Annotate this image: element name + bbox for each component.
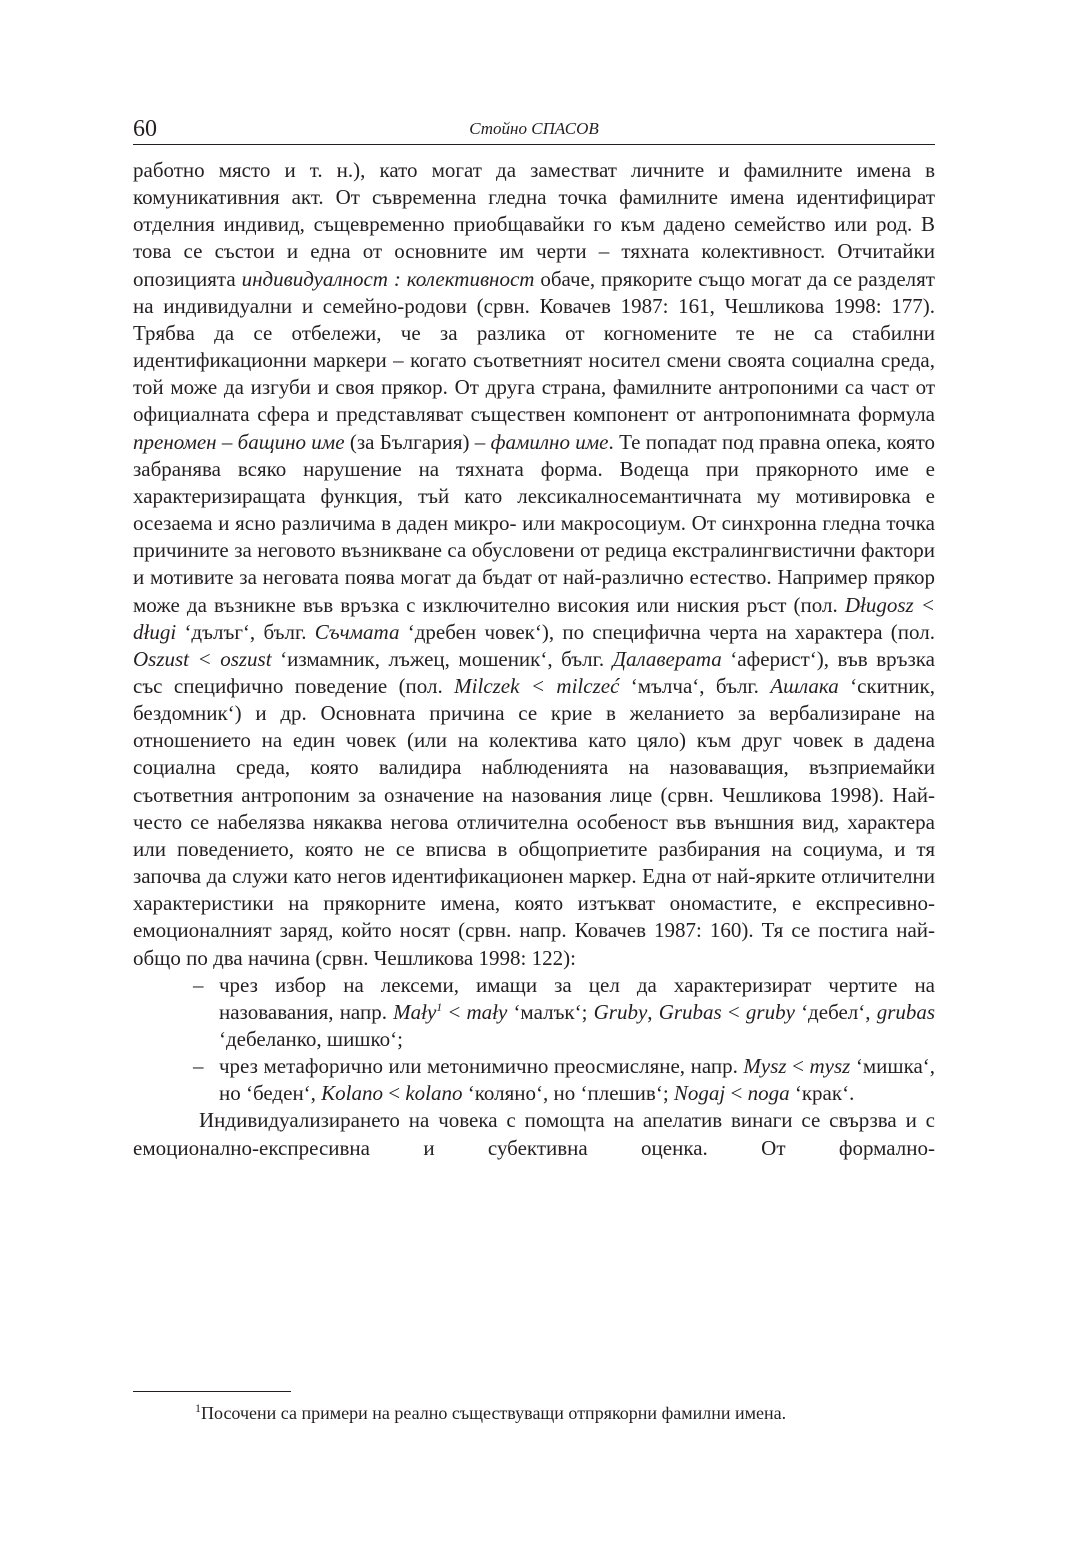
italic-term: Mały [393,999,437,1024]
italic-term: индивидуалност : колективност [241,266,535,291]
list-dash: – [193,972,204,997]
italic-term: Kolano [321,1081,384,1106]
italic-term: Mysz [743,1054,787,1079]
page-number: 60 [133,116,157,142]
italic-term: grubas [876,999,936,1024]
text-run: чрез избор на лексеми, имащи за цел да характеризират чертите на назовавания, напр. [219,972,935,1024]
page-header [133,114,935,145]
footnote-text: Посочени са примери на реално съществуващи отпрякорни фамилни имена. [201,1403,787,1423]
list-item [133,972,935,1053]
italic-term: Съчмата [314,619,400,644]
italic-term: Gruby [593,999,648,1024]
italic-term: Nogaj [673,1081,726,1106]
text-run: < [725,1081,748,1106]
footnote-mark: 1 [195,1401,201,1415]
footnote-divider [133,1391,291,1392]
text-run: . Те попадат под правна опека, която забранява всяко нарушение на тяхната форма. Водеща при прякорното име е характеризиращата функция, тъй като лексикалносемантичната му мотивировка е осезаема и ясно различима в даден микро- или макросоциум. От синхронна гледна точка причините за неговото възникване са обусловени от редица екстралингвистични фактори и мотивите за неговата поява могат да бъдат от най-различно естество. Например прякор може да възникне във връзка с изключително високия или ниския ръст (пол. [133,429,936,617]
italic-term: Ашлака [770,673,839,698]
text-run: < [721,999,746,1024]
list-item [133,1053,935,1107]
running-head: Стойно СПАСОВ [469,119,599,138]
italic-term: фамилно име [490,429,609,454]
examples-list [133,972,935,1108]
italic-term: mysz [809,1054,851,1079]
italic-term: Długosz < długi [133,592,936,644]
text-run: ‘мълча‘, бълг. [619,673,771,698]
text-run: , [647,999,659,1024]
footnote-reference[interactable]: 1 [436,999,443,1014]
italic-term: gruby [745,999,795,1024]
italic-term: kolano [405,1081,463,1106]
text-run: ‘измамник, лъжец, мошеник‘, бълг. [271,646,613,671]
italic-term: Milczek < milczeć [454,673,620,698]
paragraph-2: Индивидуализирането на човека с помощта на апелатив винаги се свързва и с емоционално-експресивна и субективна оценка. От формално- [133,1108,935,1160]
text-run: чрез метафорично или метонимично преосмисляне, напр. [219,1054,744,1079]
text-run: ‘дълъг‘, бълг. [176,619,315,644]
text-run: ‘аферист‘), във връзка със специфично поведение (пол. [133,646,935,698]
text-run: ‘дебеланко, шишко‘; [219,1027,403,1051]
italic-term: mały [466,999,508,1024]
italic-term: Grubas [658,999,722,1024]
text-run: < [383,1081,406,1106]
italic-term: Далаверата [612,646,722,671]
text-run: ‘мишка‘, но ‘беден‘, [219,1054,936,1106]
text-run: < [786,1054,810,1079]
text-run: ‘дебел‘, [794,999,877,1024]
italic-term: noga [747,1081,790,1106]
italic-term: преномен – бащино име [133,429,345,454]
italic-term: Oszust < oszust [133,646,272,671]
text-run: ‘коляно‘, но ‘плешив‘; [462,1081,674,1106]
text-run: (за България) – [344,429,491,454]
text-run: ‘скитник, бездомник‘) и др. Основната причина се крие в желанието за вербализиране на отношението на един човек (или на колектива като цяло) към друг човек в дадена социална среда, която валидира наблюденията на назоваващия, възприемайки съответния антропоним за означение на назования лице (срвн. Чешликова 1998). Най-често се набелязва някаква негова отличителна особеност във външния вид, характера или поведението, която не се вписва в общоприетите разбирания на социума, и тя започва да служи като негов идентификационен маркер. Една от най-ярките отличителни характеристики на прякорните имена, която изтъкват ономастите, е експресивно-емоционалният заряд, който носят (срвн. напр. Ковачев 1987: 160). Тя се постига най-общо по два начина (срвн. Чешликова 1998: 122): [133,673,935,970]
footnote [195,1401,935,1425]
text-run: ‘крак‘. [789,1081,855,1106]
list-dash: – [193,1054,204,1079]
text-run: ‘дребен човек‘), по специфична черта на характера (пол. [399,619,935,644]
body-text [133,157,935,1162]
text-run: работно място и т. н.), като могат да заместват личните и фамилните имена в комуникативния акт. От съвременна гледна точка фамилните имена идентифицират отделния индивид, същевременно приобщавайки го към дадено семейство или род. В това се състои и една от основните им черти – тяхната колективност. Отчитайки опозицията [133,158,935,291]
text-run: обаче, прякорите също могат да се разделят на индивидуални и семейно-родови (срвн. Ковачев 1987: 161, Чешликова 1998: 177). Трябва да се отбележи, че за разлика от когномените те не са стабилни идентификационни маркери – когато съответният носител смени своята социална среда, той може да изгуби и своя прякор. От друга страна, фамилните антропоними са част от официалната сфера и представляват съществен компонент от антропонимната формула [133,266,935,427]
text-run: < [442,999,467,1024]
paragraph-1 [133,157,935,972]
text-run: ‘малък‘; [507,999,594,1024]
